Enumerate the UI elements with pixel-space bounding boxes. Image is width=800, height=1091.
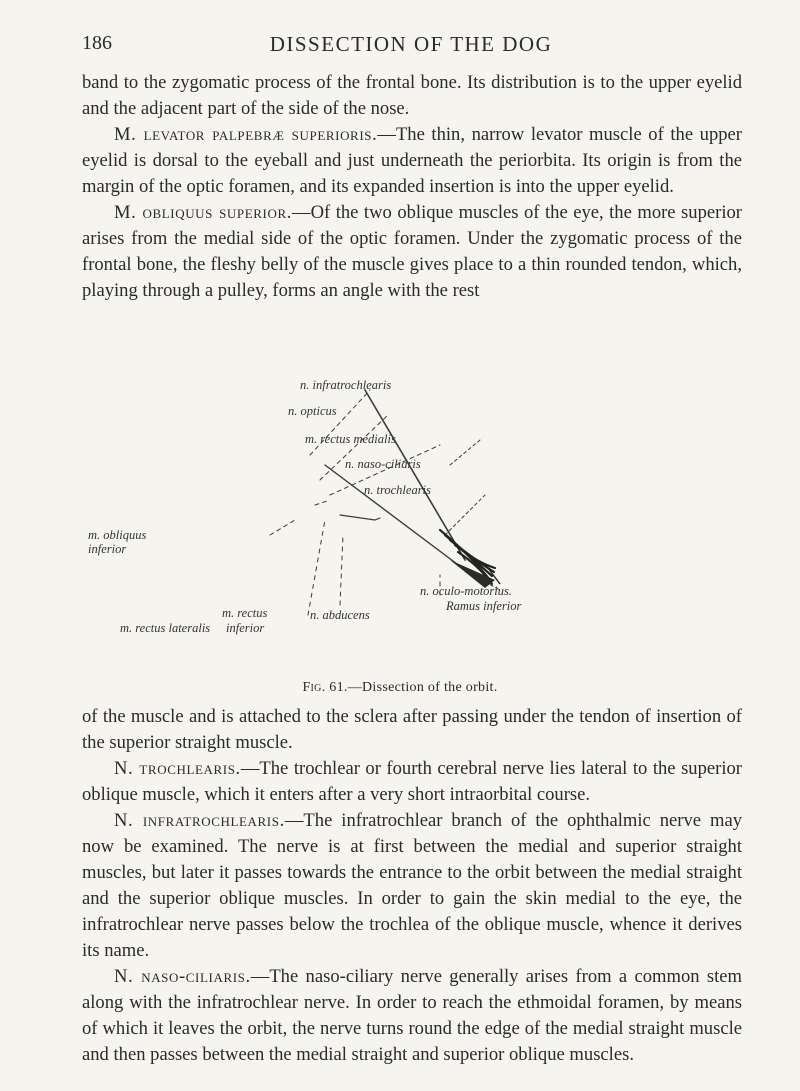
section-heading: M. obliquus superior. — [114, 202, 292, 223]
running-head: DISSECTION OF THE DOG — [269, 32, 553, 56]
paragraph — [82, 704, 742, 756]
label-rectus-inferior-1: m. rectus — [222, 606, 268, 620]
leader-rectus-lateralis — [308, 520, 325, 615]
leader-naso-ciliaris — [450, 440, 480, 465]
paragraph-trochlearis — [82, 756, 742, 808]
label-trochlearis: n. trochlearis — [364, 483, 431, 497]
leader-rectus-inferior — [340, 535, 343, 605]
obliquus-tendon — [340, 515, 380, 520]
muscle-line-upper — [325, 465, 465, 570]
label-obliquus-inferior-2: inferior — [88, 542, 127, 556]
paragraph-text: —The thin, narrow levator muscle of the upper eyelid is dorsal to the eyeball and just underneath the periorbita. Its origin is from the margin of the optic foramen, and its expanded insertion is into the upper eyelid. — [82, 124, 742, 197]
label-oculo-motorius-1: n. oculo-motorius. — [420, 584, 513, 598]
paragraph-text: band to the zygomatic process of the frontal bone. Its distribution is to the upper eyelid and the adjacent part of the side of the nose. — [82, 72, 742, 119]
paragraph-text: —The infratrochlear branch of the ophthalmic nerve may now be examined. The nerve is at first between the medial and superior straight muscles, but later it passes towards the entrance to the orbit between the medial straight and the superior oblique muscles. In order to gain the skin medial to the eye, the infratrochlear nerve passes below the trochlea of the oblique muscle, whence it derives its name. — [82, 810, 743, 961]
label-opticus: n. opticus — [288, 404, 337, 418]
page-number: 186 — [82, 32, 112, 54]
figure-caption-text: —Dissection of the orbit. — [347, 680, 498, 695]
label-rectus-inferior-2: inferior — [226, 621, 265, 635]
section-heading: N. trochlearis. — [114, 758, 241, 779]
paragraph-infratrochlearis — [82, 808, 742, 964]
label-rectus-lateralis: m. rectus lateralis — [120, 621, 211, 635]
paragraph-text: —The naso-ciliary nerve generally arises from a common stem along with the infratrochlear nerve. In order to reach the ethmoidal foramen, by means of which it leaves the orbit, the nerve turns round the edge of the medial straight muscle and then passes between the medial straight and superior oblique muscles. — [82, 966, 742, 1065]
figure-number: Fig. 61. — [302, 680, 348, 695]
paragraph-obliquus — [82, 200, 742, 304]
paragraph-levator — [82, 122, 742, 200]
label-rectus-medialis: m. rectus medialis — [305, 432, 396, 446]
label-obliquus-inferior-1: m. obliquus — [88, 528, 147, 542]
label-infratrochlearis: n. infratrochlearis — [300, 378, 392, 392]
paragraph — [82, 70, 742, 122]
leader-obliquus-inferior — [270, 520, 295, 535]
bottom-text-block — [82, 704, 742, 1068]
paragraph-text: —Of the two oblique muscles of the eye, the more superior arises from the medial side of the optic foramen. Under the zygomatic process of the frontal bone, the fleshy belly of the muscle gives place to a thin rounded tendon, which, playing through a pulley, forms an angle with the rest — [82, 202, 742, 301]
page-header — [82, 32, 740, 60]
section-heading: N. infratrochlearis. — [114, 810, 285, 831]
label-naso-ciliaris: n. naso-ciliaris — [345, 457, 421, 471]
orbit-dissection-figure — [88, 370, 700, 690]
leader-trochlearis — [445, 495, 485, 535]
paragraph-text: —The trochlear or fourth cerebral nerve lies lateral to the superior oblique muscle, which it enters after a very short intraorbital course. — [82, 758, 742, 805]
paragraph-text: of the muscle and is attached to the sclera after passing under the tendon of insertion of the superior straight muscle. — [82, 706, 742, 753]
top-text-block — [82, 70, 742, 304]
label-abducens: n. abducens — [310, 608, 370, 622]
paragraph-naso-ciliaris — [82, 964, 742, 1068]
leader-extra — [315, 500, 330, 505]
section-heading: M. levator palpebræ superioris. — [114, 124, 378, 145]
figure-caption — [0, 680, 800, 696]
orbit-illustration — [140, 370, 700, 670]
label-oculo-motorius-2: Ramus inferior — [446, 599, 522, 613]
section-heading: N. naso-ciliaris. — [114, 966, 251, 987]
muscle-line-medial — [365, 390, 465, 560]
